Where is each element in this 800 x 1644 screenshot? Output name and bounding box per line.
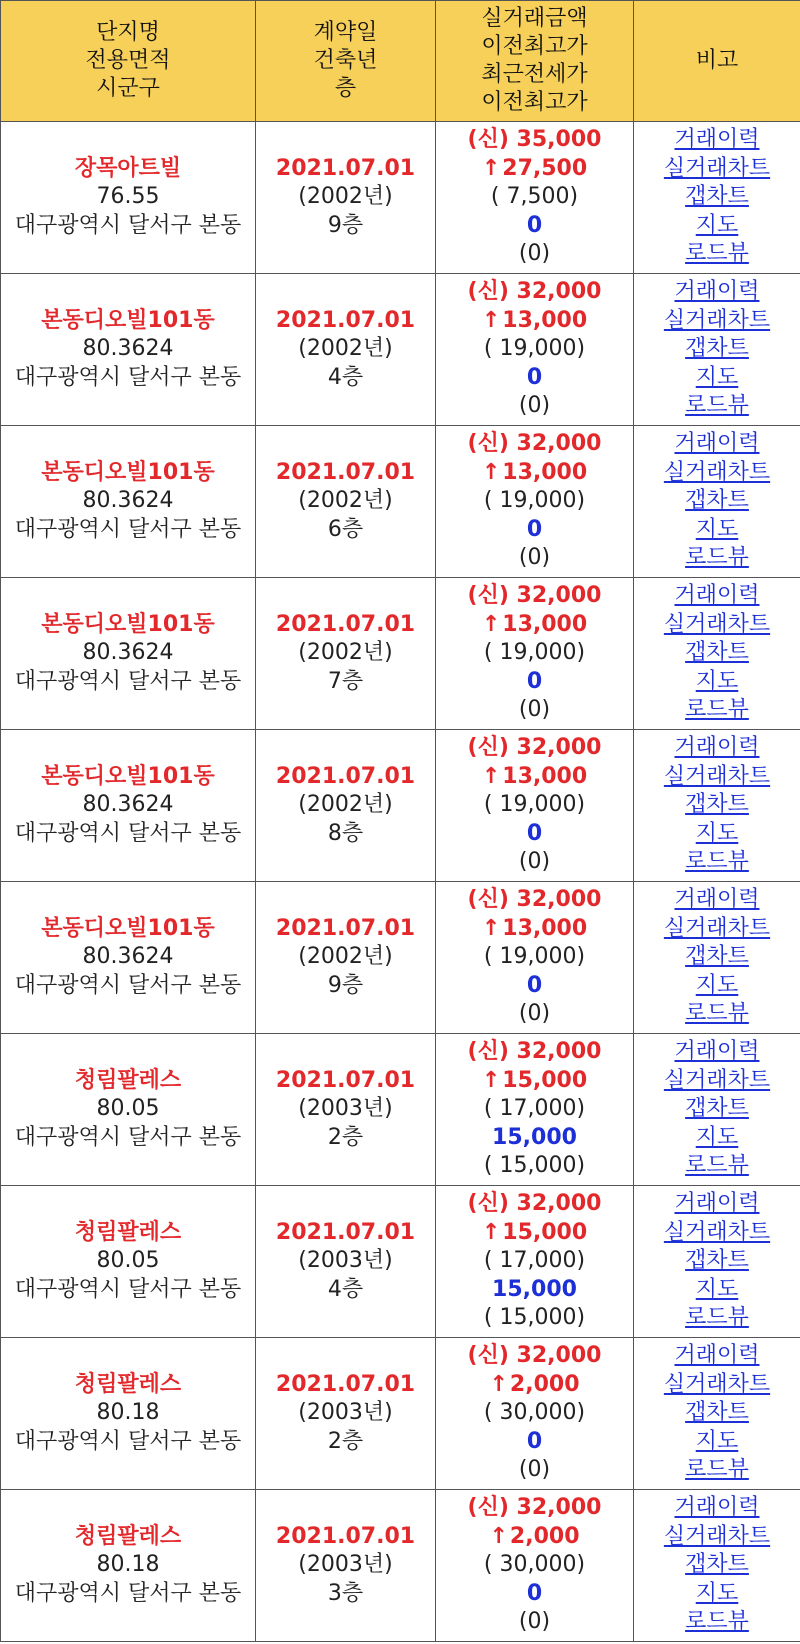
header-actual-price: 실거래금액 <box>481 6 588 31</box>
prev-high-price <box>438 459 631 488</box>
complex-cell <box>1 274 256 426</box>
price-cell <box>436 882 634 1034</box>
floor-value: 8층 <box>327 820 364 846</box>
map-link[interactable]: 지도 <box>695 1276 739 1302</box>
prev-high-diff: ( 7,500) <box>490 184 579 210</box>
price-chart-link[interactable]: 실거래차트 <box>663 307 771 333</box>
table-row <box>1 1186 800 1338</box>
gap-chart-link[interactable]: 갭차트 <box>685 1552 749 1578</box>
header-notes-label: 비고 <box>695 48 739 73</box>
price-chart-link[interactable]: 실거래차트 <box>663 1371 771 1397</box>
prev-high-price <box>438 915 631 944</box>
prev-high-value: 13,000 <box>502 459 588 485</box>
price-chart-link[interactable]: 실거래차트 <box>663 763 771 789</box>
prev-high-value: 2,000 <box>509 1371 580 1397</box>
gap-chart-link[interactable]: 갭차트 <box>685 640 749 666</box>
build-year: (2002년) <box>298 336 393 362</box>
lease-prev-high: ( 15,000) <box>483 1305 586 1331</box>
history-link[interactable]: 거래이력 <box>674 279 760 305</box>
floor-value: 6층 <box>327 516 364 542</box>
map-link[interactable]: 지도 <box>695 1124 739 1150</box>
arrow-up-icon: ↑ <box>481 611 501 637</box>
area-value: 80.3624 <box>82 488 174 514</box>
build-year: (2002년) <box>298 640 393 666</box>
prev-high-diff: ( 30,000) <box>483 1552 586 1578</box>
table-row <box>1 1338 800 1490</box>
roadview-link[interactable]: 로드뷰 <box>685 1153 749 1179</box>
build-year: (2002년) <box>298 944 393 970</box>
header-build-year: 건축년 <box>313 48 378 73</box>
prev-high-value: 27,500 <box>502 155 588 181</box>
complex-name: 청림팔레스 <box>74 1219 182 1245</box>
notes-cell <box>634 426 800 578</box>
price-cell <box>436 1338 634 1490</box>
map-link[interactable]: 지도 <box>695 1428 739 1454</box>
prev-high-diff: ( 30,000) <box>483 1400 586 1426</box>
roadview-link[interactable]: 로드뷰 <box>685 1001 749 1027</box>
header-complex-name: 단지명 <box>96 20 160 45</box>
build-year: (2003년) <box>298 1400 393 1426</box>
price-cell <box>436 1034 634 1186</box>
notes-cell <box>634 1490 800 1642</box>
prev-high-diff: ( 19,000) <box>483 640 586 666</box>
area-value: 80.3624 <box>82 336 174 362</box>
recent-lease-price: 0 <box>526 364 543 390</box>
price-cell <box>436 122 634 274</box>
arrow-up-icon: ↑ <box>481 763 501 789</box>
header-area: 전용면적 <box>85 48 171 73</box>
gap-chart-link[interactable]: 갭차트 <box>685 336 749 362</box>
arrow-up-icon: ↑ <box>481 1067 501 1093</box>
build-year: (2002년) <box>298 184 393 210</box>
contract-cell <box>256 1186 436 1338</box>
contract-date: 2021.07.01 <box>275 1523 416 1549</box>
contract-cell <box>256 1034 436 1186</box>
actual-price: (신) 32,000 <box>467 1343 602 1369</box>
arrow-up-icon: ↑ <box>481 155 501 181</box>
gap-chart-link[interactable]: 갭차트 <box>685 488 749 514</box>
arrow-up-icon: ↑ <box>481 307 501 333</box>
floor-value: 2층 <box>327 1428 364 1454</box>
price-chart-link[interactable]: 실거래차트 <box>663 155 771 181</box>
area-value: 80.3624 <box>82 944 174 970</box>
complex-cell <box>1 122 256 274</box>
recent-lease-price: 0 <box>526 1580 543 1606</box>
contract-date: 2021.07.01 <box>275 307 416 333</box>
complex-cell <box>1 882 256 1034</box>
build-year: (2002년) <box>298 488 393 514</box>
lease-prev-high: (0) <box>518 697 551 723</box>
complex-cell <box>1 1186 256 1338</box>
prev-high-price <box>438 763 631 792</box>
gap-chart-link[interactable]: 갭차트 <box>685 1248 749 1274</box>
prev-high-diff: ( 19,000) <box>483 944 586 970</box>
contract-cell <box>256 122 436 274</box>
address-value: 대구광역시 달서구 본동 <box>14 1580 242 1606</box>
recent-lease-price: 15,000 <box>492 1124 577 1150</box>
history-link[interactable]: 거래이력 <box>674 127 760 153</box>
floor-value: 9층 <box>327 972 364 998</box>
prev-high-price <box>438 1219 631 1248</box>
table-row <box>1 122 800 274</box>
price-cell <box>436 578 634 730</box>
table-row <box>1 1490 800 1642</box>
contract-cell <box>256 274 436 426</box>
complex-name: 청림팔레스 <box>74 1371 182 1397</box>
complex-name: 장목아트빌 <box>74 155 182 181</box>
notes-cell <box>634 578 800 730</box>
complex-name: 본동디오빌101동 <box>41 459 215 485</box>
prev-high-diff: ( 19,000) <box>483 488 586 514</box>
area-value: 80.3624 <box>82 792 174 818</box>
contract-date: 2021.07.01 <box>275 915 416 941</box>
contract-date: 2021.07.01 <box>275 459 416 485</box>
address-value: 대구광역시 달서구 본동 <box>14 516 242 542</box>
roadview-link[interactable]: 로드뷰 <box>685 697 749 723</box>
contract-date: 2021.07.01 <box>275 763 416 789</box>
build-year: (2003년) <box>298 1248 393 1274</box>
map-link[interactable]: 지도 <box>695 1580 739 1606</box>
floor-value: 9층 <box>327 212 364 238</box>
lease-prev-high: ( 15,000) <box>483 1153 586 1179</box>
address-value: 대구광역시 달서구 본동 <box>14 972 242 998</box>
complex-name: 본동디오빌101동 <box>41 307 215 333</box>
address-value: 대구광역시 달서구 본동 <box>14 212 242 238</box>
roadview-link[interactable]: 로드뷰 <box>685 1305 749 1331</box>
complex-name: 본동디오빌101동 <box>41 915 215 941</box>
map-link[interactable]: 지도 <box>695 516 739 542</box>
area-value: 76.55 <box>96 184 160 210</box>
price-cell <box>436 1186 634 1338</box>
header-complex <box>1 1 256 122</box>
price-cell <box>436 730 634 882</box>
roadview-link[interactable]: 로드뷰 <box>685 241 749 267</box>
header-price <box>436 1 634 122</box>
notes-cell <box>634 1338 800 1490</box>
history-link[interactable]: 거래이력 <box>674 1039 760 1065</box>
prev-high-value: 15,000 <box>502 1067 588 1093</box>
complex-cell <box>1 426 256 578</box>
map-link[interactable]: 지도 <box>695 820 739 846</box>
contract-date: 2021.07.01 <box>275 1219 416 1245</box>
contract-cell <box>256 1338 436 1490</box>
arrow-up-icon: ↑ <box>489 1523 508 1549</box>
build-year: (2003년) <box>298 1552 393 1578</box>
lease-prev-high: (0) <box>518 241 551 267</box>
price-chart-link[interactable]: 실거래차트 <box>663 1523 771 1549</box>
price-chart-link[interactable]: 실거래차트 <box>663 611 771 637</box>
floor-value: 2층 <box>327 1124 364 1150</box>
notes-cell <box>634 274 800 426</box>
prev-high-value: 13,000 <box>502 307 588 333</box>
roadview-link[interactable]: 로드뷰 <box>685 393 749 419</box>
lease-prev-high: (0) <box>518 1001 551 1027</box>
header-district: 시군구 <box>96 76 160 101</box>
contract-cell <box>256 1490 436 1642</box>
price-chart-link[interactable]: 실거래차트 <box>663 1067 771 1093</box>
header-notes <box>634 1 800 122</box>
address-value: 대구광역시 달서구 본동 <box>14 820 242 846</box>
contract-cell <box>256 882 436 1034</box>
contract-cell <box>256 426 436 578</box>
contract-cell <box>256 578 436 730</box>
prev-high-value: 15,000 <box>502 1219 588 1245</box>
prev-high-price <box>438 1067 631 1096</box>
roadview-link[interactable]: 로드뷰 <box>685 1457 749 1483</box>
address-value: 대구광역시 달서구 본동 <box>14 668 242 694</box>
notes-cell <box>634 1186 800 1338</box>
recent-lease-price: 0 <box>526 1428 543 1454</box>
table-row <box>1 730 800 882</box>
prev-high-value: 13,000 <box>502 915 588 941</box>
recent-lease-price: 0 <box>526 516 543 542</box>
roadview-link[interactable]: 로드뷰 <box>685 1609 749 1635</box>
complex-cell <box>1 730 256 882</box>
build-year: (2002년) <box>298 792 393 818</box>
lease-prev-high: (0) <box>518 1457 551 1483</box>
actual-price: (신) 32,000 <box>467 279 602 305</box>
gap-chart-link[interactable]: 갭차트 <box>685 1096 749 1122</box>
actual-price: (신) 32,000 <box>467 1191 602 1217</box>
price-cell <box>436 426 634 578</box>
contract-cell <box>256 730 436 882</box>
arrow-up-icon: ↑ <box>489 1371 508 1397</box>
table-row <box>1 578 800 730</box>
contract-date: 2021.07.01 <box>275 1067 416 1093</box>
actual-price: (신) 32,000 <box>467 887 602 913</box>
map-link[interactable]: 지도 <box>695 364 739 390</box>
roadview-link[interactable]: 로드뷰 <box>685 849 749 875</box>
build-year: (2003년) <box>298 1096 393 1122</box>
table-header-row <box>1 1 800 122</box>
prev-high-price <box>438 1523 631 1552</box>
prev-high-value: 13,000 <box>502 611 588 637</box>
contract-date: 2021.07.01 <box>275 1371 416 1397</box>
floor-value: 3층 <box>327 1580 364 1606</box>
recent-lease-price: 0 <box>526 820 543 846</box>
recent-lease-price: 15,000 <box>492 1276 577 1302</box>
recent-lease-price: 0 <box>526 668 543 694</box>
map-link[interactable]: 지도 <box>695 972 739 998</box>
actual-price: (신) 32,000 <box>467 583 602 609</box>
prev-high-price <box>438 307 631 336</box>
arrow-up-icon: ↑ <box>481 1219 501 1245</box>
lease-prev-high: (0) <box>518 393 551 419</box>
notes-cell <box>634 1034 800 1186</box>
arrow-up-icon: ↑ <box>481 915 501 941</box>
prev-high-diff: ( 19,000) <box>483 336 586 362</box>
header-recent-lease: 최근전세가 <box>481 62 588 87</box>
gap-chart-link[interactable]: 갭차트 <box>685 1400 749 1426</box>
table-row <box>1 882 800 1034</box>
complex-name: 청림팔레스 <box>74 1523 182 1549</box>
complex-cell <box>1 1490 256 1642</box>
history-link[interactable]: 거래이력 <box>674 1495 760 1521</box>
area-value: 80.18 <box>96 1400 160 1426</box>
notes-cell <box>634 882 800 1034</box>
prev-high-value: 2,000 <box>509 1523 580 1549</box>
area-value: 80.3624 <box>82 640 174 666</box>
gap-chart-link[interactable]: 갭차트 <box>685 944 749 970</box>
notes-cell <box>634 122 800 274</box>
header-prev-high: 이전최고가 <box>481 34 588 59</box>
complex-name: 본동디오빌101동 <box>41 611 215 637</box>
history-link[interactable]: 거래이력 <box>674 583 760 609</box>
prev-high-price <box>438 155 631 184</box>
lease-prev-high: (0) <box>518 1609 551 1635</box>
header-lease-prev-high: 이전최고가 <box>481 90 588 115</box>
prev-high-value: 13,000 <box>502 763 588 789</box>
roadview-link[interactable]: 로드뷰 <box>685 545 749 571</box>
address-value: 대구광역시 달서구 본동 <box>14 1124 242 1150</box>
complex-cell <box>1 1034 256 1186</box>
prev-high-price <box>438 611 631 640</box>
map-link[interactable]: 지도 <box>695 212 739 238</box>
actual-price: (신) 32,000 <box>467 735 602 761</box>
header-floor: 층 <box>334 76 357 101</box>
header-contract-date: 계약일 <box>313 20 378 45</box>
map-link[interactable]: 지도 <box>695 668 739 694</box>
lease-prev-high: (0) <box>518 849 551 875</box>
table-row <box>1 426 800 578</box>
area-value: 80.18 <box>96 1552 160 1578</box>
prev-high-diff: ( 17,000) <box>483 1248 586 1274</box>
price-chart-link[interactable]: 실거래차트 <box>663 915 771 941</box>
contract-date: 2021.07.01 <box>275 155 416 181</box>
contract-date: 2021.07.01 <box>275 611 416 637</box>
prev-high-price <box>438 1371 631 1400</box>
lease-prev-high: (0) <box>518 545 551 571</box>
floor-value: 4층 <box>327 364 364 390</box>
actual-price: (신) 32,000 <box>467 1495 602 1521</box>
address-value: 대구광역시 달서구 본동 <box>14 1276 242 1302</box>
actual-price: (신) 35,000 <box>467 127 602 153</box>
address-value: 대구광역시 달서구 본동 <box>14 364 242 390</box>
arrow-up-icon: ↑ <box>481 459 501 485</box>
address-value: 대구광역시 달서구 본동 <box>14 1428 242 1454</box>
recent-lease-price: 0 <box>526 972 543 998</box>
prev-high-diff: ( 17,000) <box>483 1096 586 1122</box>
history-link[interactable]: 거래이력 <box>674 431 760 457</box>
recent-lease-price: 0 <box>526 212 543 238</box>
table-row <box>1 1034 800 1186</box>
history-link[interactable]: 거래이력 <box>674 1343 760 1369</box>
complex-cell <box>1 1338 256 1490</box>
complex-name: 본동디오빌101동 <box>41 763 215 789</box>
area-value: 80.05 <box>96 1248 160 1274</box>
floor-value: 7층 <box>327 668 364 694</box>
header-contract <box>256 1 436 122</box>
area-value: 80.05 <box>96 1096 160 1122</box>
price-cell <box>436 274 634 426</box>
table-row <box>1 274 800 426</box>
gap-chart-link[interactable]: 갭차트 <box>685 792 749 818</box>
history-link[interactable]: 거래이력 <box>674 735 760 761</box>
history-link[interactable]: 거래이력 <box>674 1191 760 1217</box>
actual-price: (신) 32,000 <box>467 431 602 457</box>
prev-high-diff: ( 19,000) <box>483 792 586 818</box>
price-cell <box>436 1490 634 1642</box>
complex-name: 청림팔레스 <box>74 1067 182 1093</box>
history-link[interactable]: 거래이력 <box>674 887 760 913</box>
price-chart-link[interactable]: 실거래차트 <box>663 1219 771 1245</box>
actual-price: (신) 32,000 <box>467 1039 602 1065</box>
notes-cell <box>634 730 800 882</box>
price-chart-link[interactable]: 실거래차트 <box>663 459 771 485</box>
gap-chart-link[interactable]: 갭차트 <box>685 184 749 210</box>
complex-cell <box>1 578 256 730</box>
floor-value: 4층 <box>327 1276 364 1302</box>
